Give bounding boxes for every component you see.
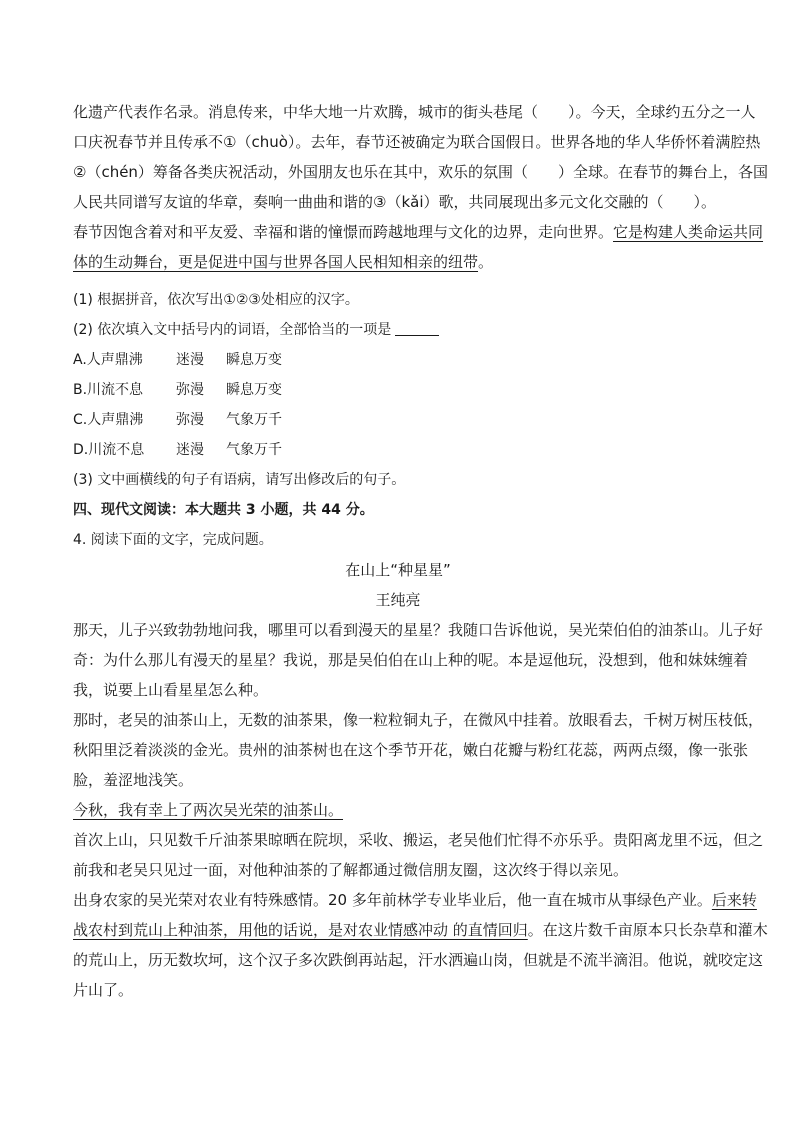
option-d (73, 435, 723, 465)
article-line (73, 795, 723, 825)
article-text: 。在这片数千亩原本只长杂草和灌木 (527, 921, 768, 939)
passage-text: 春节因饱含着对和平友爱、幸福和谐的憧憬而跨越地理与文化的边界，走向世界。 (73, 223, 614, 241)
document-content (73, 97, 768, 1005)
question-2-text: (2) 依次填入文中括号内的词语，全部恰当的一项是 (73, 322, 392, 338)
article-title: 在山上“种星星” (345, 561, 451, 579)
question-4: 4. 阅读下面的文字，完成问题。 (73, 532, 273, 548)
article-line: 脸，羞涩地浅笑。 (73, 771, 194, 789)
question-1: (1) 根据拼音，依次写出①②③处相应的汉字。 (73, 292, 359, 308)
option-word: 迷漫 (176, 442, 204, 458)
passage-line: 口庆祝春节并且传承不①（chuò）。去年，春节还被确定为联合国假日。世界各地的华人华侨怀着满腔热 (73, 133, 761, 151)
question-3: (3) 文中画横线的句子有语病，请写出修改后的句子。 (73, 472, 406, 488)
article-line: 片山了。 (73, 981, 134, 999)
option-b (73, 375, 723, 405)
underlined-sentence: 战农村到荒山上种油茶，用他的话说，是对农业情感冲动 的直情回归 (73, 921, 528, 939)
option-word: 气象万千 (226, 412, 282, 428)
passage-text: 。 (478, 253, 494, 271)
article-line: 那天，儿子兴致勃勃地问我，哪里可以看到漫天的星星？我随口告诉他说，吴光荣伯伯的油茶山。儿子好 (73, 621, 764, 639)
passage-line: ②（chén）筹备各类庆祝活动，外国朋友也乐在其中，欢乐的氛围（ ）全球。在春节的舞台上，各国 (73, 163, 768, 181)
answer-blank[interactable] (395, 319, 439, 336)
question-2 (73, 315, 723, 345)
underlined-sentence: 今秋，我有幸上了两次吴光荣的油茶山。 (73, 801, 344, 819)
passage-line: 化遗产代表作名录。消息传来，中华大地一片欢腾，城市的街头巷尾（ ）。今天，全球约五分之一人 (73, 103, 756, 121)
underlined-sentence: 它是构建人类命运共同 (613, 223, 764, 241)
article-line: 首次上山，只见数千斤油茶果晾晒在院坝，采收、搬运，老吴他们忙得不亦乐乎。贵阳离龙里不远，但之 (73, 831, 764, 849)
section-heading: 四、现代文阅读：本大题共 3 小题，共 44 分。 (73, 502, 374, 518)
passage-line (73, 247, 723, 277)
option-word: 迷漫 (176, 352, 204, 368)
underlined-sentence: 后来转 (711, 891, 757, 909)
article-author: 王纯亮 (375, 591, 421, 609)
article-line (73, 915, 768, 945)
option-key: B.川流不息 (73, 382, 144, 398)
underlined-sentence: 体的生动舞台，更是促进中国与世界各国人民相知相亲的纽带 (73, 253, 479, 271)
article-line: 奇：为什么那儿有漫天的星星？我说，那是吴伯伯在山上种的呢。本是逗他玩，没想到，他和妹妹缠着 (73, 651, 749, 669)
article-line: 我，说要上山看星星怎么种。 (73, 681, 269, 699)
article-line: 秋阳里泛着淡淡的金光。贵州的油茶树也在这个季节开花，嫩白花瓣与粉红花蕊，两两点缀，像一张张 (73, 741, 749, 759)
passage-line: 人民共同谱写友谊的华章，奏响一曲曲和谐的③（kǎi）歌，共同展现出多元文化交融的（ ）。 (73, 193, 716, 211)
option-word: 弥漫 (176, 412, 204, 428)
passage-line (73, 217, 764, 247)
option-key: C.人声鼎沸 (73, 412, 144, 428)
article-line (73, 885, 757, 915)
option-word: 瞬息万变 (226, 382, 282, 398)
article-line: 那时，老吴的油茶山上，无数的油茶果，像一粒粒铜丸子，在微风中挂着。放眼看去，千树万树压枝低， (73, 711, 764, 729)
option-word: 弥漫 (176, 382, 204, 398)
option-word: 气象万千 (226, 442, 282, 458)
option-key: D.川流不息 (73, 442, 145, 458)
option-key: A.人声鼎沸 (73, 352, 143, 368)
option-word: 瞬息万变 (226, 352, 282, 368)
article-line: 的荒山上，历无数坎坷，这个汉子多次跌倒再站起，汗水洒遍山岗，但就是不流半滴泪。他说，就咬定这 (73, 951, 764, 969)
option-c (73, 405, 723, 435)
option-a (73, 345, 723, 375)
article-text: 出身农家的吴光荣对农业有特殊感情。20 多年前林学专业毕业后，他一直在城市从事绿色产业。 (73, 891, 712, 909)
article-line: 前我和老吴只见过一面，对他种油茶的了解都通过微信朋友圈，这次终于得以亲见。 (73, 861, 629, 879)
